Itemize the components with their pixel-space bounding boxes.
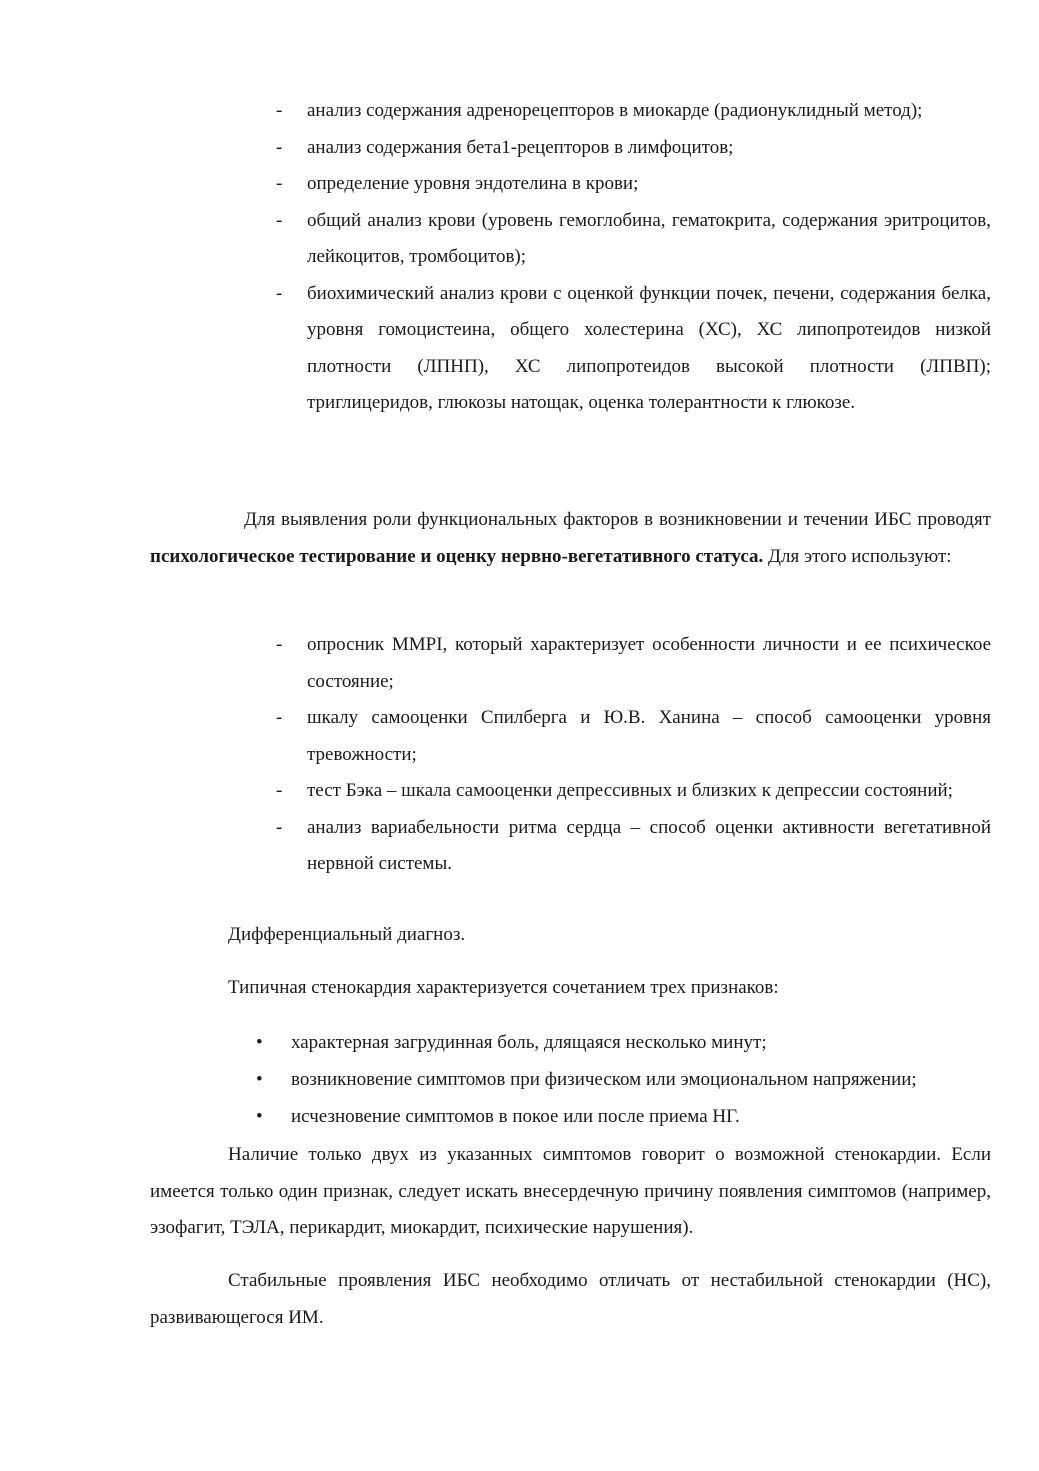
- bullet-marker: •: [256, 1106, 263, 1127]
- list-item: [256, 1024, 996, 1061]
- bullet-marker: •: [256, 1032, 263, 1053]
- list-item: [276, 203, 991, 276]
- paragraph-text: Для этого используют:: [763, 545, 952, 567]
- list-item-text: характерная загрудинная боль, длящаяся несколько минут;: [291, 1032, 767, 1053]
- list-item: [276, 627, 991, 700]
- list-item-text: общий анализ крови (уровень гемоглобина, гематокрита, содержания эритроцитов, лейкоцитов, тромбоцитов);: [307, 209, 991, 267]
- two-symptoms-paragraph: Наличие только двух из указанных симптомов говорит о возможной стенокардии. Если имеется только один признак, следует искать внесердечную причину появления симптомов (например, эзофагит, ТЭЛА, перикардит, миокардит, психические нарушения).: [150, 1144, 991, 1238]
- list-item: [276, 93, 991, 130]
- angina-signs-list: [256, 1024, 996, 1135]
- list-item: [256, 1098, 996, 1135]
- dash-marker: -: [276, 816, 283, 838]
- list-item-text: анализ содержания адренорецепторов в миокарде (радионуклидный метод);: [307, 100, 923, 121]
- psych-tests-list: [276, 627, 991, 883]
- list-item: [256, 1061, 996, 1098]
- stable-ibs-paragraph: Стабильные проявления ИБС необходимо отличать от нестабильной стенокардии (НС), развивающегося ИМ.: [150, 1270, 991, 1328]
- list-item-text: определение уровня эндотелина в крови;: [307, 173, 639, 194]
- list-item: [276, 166, 991, 203]
- dash-marker: -: [276, 209, 283, 231]
- list-item-text: биохимический анализ крови с оценкой функции почек, печени, содержания белка, уровня гомоцистеина, общего холестерина (ХС), ХС липопротеидов низкой плотности (ЛПНП), ХС липопротеидов высокой плотности (ЛПВП); триглицеридов, глюкозы натощак, оценка толерантности к глюкозе.: [307, 282, 991, 413]
- dash-marker: -: [276, 282, 283, 304]
- lab-tests-list: [276, 93, 991, 422]
- differential-diagnosis-heading: Дифференциальный диагноз.: [228, 924, 466, 945]
- list-item-text: возникновение симптомов при физическом или эмоциональном напряжении;: [291, 1069, 917, 1090]
- bullet-marker: •: [256, 1069, 263, 1090]
- dash-marker: -: [276, 173, 283, 194]
- paragraph-text: Для выявления роли функциональных факторов в возникновении и течении ИБС проводят: [244, 509, 991, 530]
- list-item-text: шкалу самооценки Спилберга и Ю.В. Ханина – способ самооценки уровня тревожности;: [307, 707, 991, 765]
- dash-marker: -: [276, 100, 283, 121]
- list-item: [276, 700, 991, 773]
- list-item: [276, 276, 991, 422]
- list-item: [276, 130, 991, 167]
- list-item: [276, 773, 991, 810]
- emphasis-text: психологическое тестирование и оценку нервно-вегетативного статуса.: [150, 545, 764, 567]
- list-item-text: анализ содержания бета1-рецепторов в лимфоцитов;: [307, 136, 734, 158]
- dash-marker: -: [276, 780, 283, 801]
- list-item-text: анализ вариабельности ритма сердца – способ оценки активности вегетативной нервной системы.: [307, 816, 991, 874]
- dash-marker: -: [276, 136, 283, 158]
- list-item-text: исчезновение симптомов в покое или после приема НГ.: [291, 1106, 740, 1127]
- typical-angina-intro: Типичная стенокардия характеризуется сочетанием трех признаков:: [228, 977, 779, 998]
- list-item: [276, 810, 991, 883]
- dash-marker: -: [276, 707, 283, 728]
- dash-marker: -: [276, 634, 283, 655]
- functional-factors-paragraph: [150, 502, 991, 575]
- list-item-text: тест Бэка – шкала самооценки депрессивных и близких к депрессии состояний;: [307, 780, 953, 801]
- list-item-text: опросник MMPI, который характеризует особенности личности и ее психическое состояние;: [307, 634, 991, 692]
